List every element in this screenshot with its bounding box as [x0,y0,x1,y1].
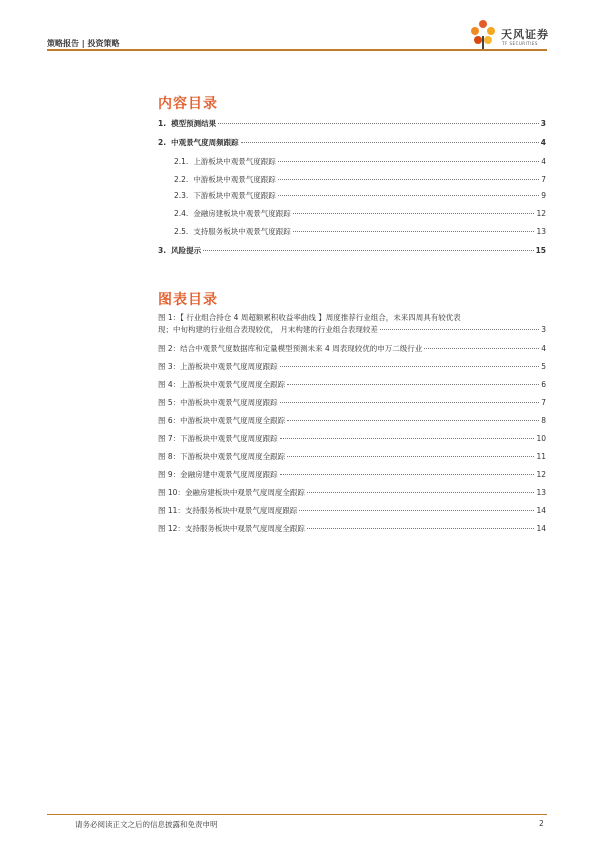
figure-item-label: 图 10： [158,488,185,497]
toc-item-number: 2.1. [174,157,189,166]
figure-item-text: 金融房建板块中观景气度周度全跟踪 [184,488,305,497]
toc-item-number: 2. [158,138,167,147]
figure-leader [280,474,535,475]
figure-item[interactable] [158,523,546,534]
toc-item-page: 13 [536,227,546,236]
figure-item-label: 图 3： [158,362,181,371]
figure-item[interactable] [158,312,546,336]
toc-leader [278,179,539,180]
toc-item-number: 2.3. [174,191,189,200]
figure-item-text: 支持服务板块中观景气度周度全跟踪 [184,524,305,533]
figure-item-page: 12 [536,470,546,479]
figure-leader [280,438,535,439]
figure-item-page: 14 [536,506,546,515]
figure-item-text: 中游板块中观景气度周度跟踪 [180,398,278,407]
figure-item-page: 13 [536,488,546,497]
toc-item-text: 下游板块中观景气度跟踪 [193,191,276,200]
figure-item[interactable] [158,505,546,516]
figure-item-label: 图 11： [158,506,185,515]
figure-item-page: 3 [541,325,546,334]
toc-leader [218,123,539,124]
figure-item-label: 图 5： [158,398,181,407]
figure-item[interactable] [158,433,546,444]
toc-item-text: 中游板块中观景气度跟踪 [193,175,276,184]
figure-item[interactable] [158,469,546,480]
figure-leader [307,528,535,529]
toc-item[interactable] [158,245,546,256]
figure-item-text: 支持服务板块中观景气度周度跟踪 [184,506,298,515]
figure-leader [307,492,535,493]
toc-item-page: 3 [540,119,546,128]
toc-item-text: 支持服务板块中观景气度跟踪 [193,227,291,236]
report-type-label: 策略报告 | 投资策略 [47,39,120,48]
toc-item[interactable] [174,208,546,219]
figure-item[interactable] [158,361,546,372]
figure-item[interactable] [158,415,546,426]
toc-item[interactable] [174,226,546,237]
figure-item-text: 中游板块中观景气度周度全跟踪 [180,416,286,425]
toc-leader [241,142,539,143]
toc-leader [278,161,539,162]
toc-item-text: 金融房建板块中观景气度跟踪 [193,209,291,218]
figure-item-text: 结合中观景气度数据库和定量模型预测未来 4 周表现较优的申万二级行业 [180,344,423,353]
figure-item[interactable] [158,487,546,498]
figure-item-text: 下游板块中观景气度周度全跟踪 [180,452,286,461]
figure-leader [424,348,539,349]
figure-item-label: 图 8： [158,452,181,461]
toc-item-text: 风险提示 [171,246,202,255]
figure-item-label: 图 9： [158,470,181,479]
toc-item-number: 2.4. [174,209,189,218]
figure-item[interactable] [158,343,546,354]
figure-item-text: 【 行业组合持仓 4 周超额累积收益率曲线 】周度推荐行业组合，未来四周具有较优表 [180,313,461,322]
footer-disclaimer: 请务必阅读正文之后的信息披露和免责申明 [75,820,218,829]
footer-divider [47,814,547,815]
toc-leader [278,195,539,196]
figure-item-label: 图 1： [158,313,181,322]
figure-leader [280,402,540,403]
figures-title: 图表目录 [158,292,218,308]
figure-leader [299,510,534,511]
toc-item-text: 上游板块中观景气度跟踪 [193,157,276,166]
figure-item[interactable] [158,397,546,408]
toc-item-page: 12 [536,209,546,218]
figure-leader [380,329,539,330]
toc-item-page: 7 [541,175,546,184]
figure-item-text: 金融房建中观景气度周度跟踪 [180,470,278,479]
toc-leader [293,213,535,214]
figure-item-page: 7 [541,398,546,407]
header-divider [47,49,547,51]
toc-item[interactable] [174,190,546,201]
figure-leader [287,420,539,421]
toc-item-number: 2.2. [174,175,189,184]
figure-item-label: 图 7： [158,434,181,443]
toc-item-page: 15 [535,246,546,255]
figure-leader [287,384,539,385]
figure-item-page: 14 [536,524,546,533]
toc-leader [293,231,535,232]
figure-item[interactable] [158,379,546,390]
toc-item[interactable] [174,156,546,167]
toc-leader [203,250,533,251]
company-logo [468,16,558,52]
figure-item-text-continued: 现；中旬构建的行业组合表现较优， 月末构建的行业组合表现较差 [158,325,378,334]
toc-item[interactable] [158,118,546,129]
toc-item[interactable] [158,137,546,148]
toc-item-number: 1. [158,119,167,128]
figure-item-page: 8 [541,416,546,425]
toc-item-text: 中观景气度周频跟踪 [171,138,239,147]
toc-item[interactable] [174,174,546,185]
figure-item-text: 下游板块中观景气度周度跟踪 [180,434,278,443]
toc-item-page: 4 [541,157,546,166]
figure-item-label: 图 2： [158,344,181,353]
page-number: 2 [539,819,544,828]
figure-item-page: 5 [541,362,546,371]
logo-flower-icon [468,18,498,50]
figure-item-label: 图 4： [158,380,181,389]
figure-leader [280,366,540,367]
logo-english-name: TF SECURITIES [502,41,538,46]
figure-item-label: 图 6： [158,416,181,425]
figure-item-text: 上游板块中观景气度周度跟踪 [180,362,278,371]
figure-item-label: 图 12： [158,524,185,533]
toc-item-number: 2.5. [174,227,189,236]
figure-item-page: 11 [536,452,546,461]
figure-item-text: 上游板块中观景气度周度全跟踪 [180,380,286,389]
logo-chinese-name: 天风证券 [501,28,549,41]
toc-item-page: 9 [541,191,546,200]
figure-item-page: 6 [541,380,546,389]
figure-item-page: 4 [541,344,546,353]
toc-item-page: 4 [540,138,546,147]
toc-item-number: 3. [158,246,167,255]
figure-leader [287,456,534,457]
toc-item-text: 模型预测结果 [171,119,217,128]
toc-title: 内容目录 [158,96,218,112]
figure-item-page: 10 [536,434,546,443]
figure-item[interactable] [158,451,546,462]
